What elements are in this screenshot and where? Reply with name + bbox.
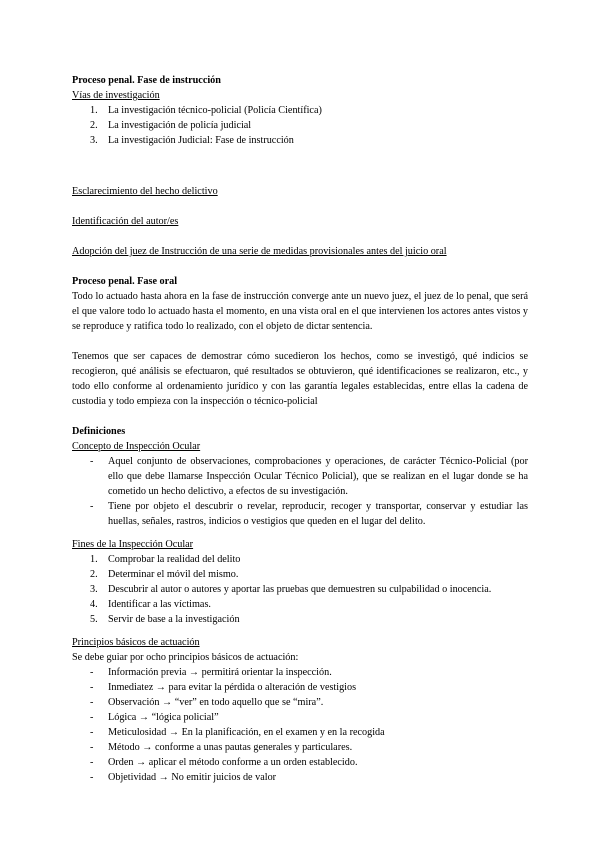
list-item: 1. La investigación técnico-policial (Policía Científica): [90, 105, 322, 116]
list-item: - Lógica → “lógica policial”: [90, 712, 219, 723]
list-item: - Inmediatez → para evitar la pérdida o alteración de vestigios: [90, 682, 357, 693]
section-title-definiciones: Definiciones: [72, 426, 126, 437]
list-item: 3. La investigación Judicial: Fase de instrucción: [90, 135, 294, 146]
list-item: - Observación → “ver” en todo aquello que se “mira”.: [90, 697, 324, 708]
principios-intro: Se debe guiar por ocho principios básicos de actuación:: [72, 652, 299, 663]
principios-list: [72, 665, 528, 785]
list-item: - Información previa → permitirá orientar la inspección.: [90, 667, 332, 678]
paragraph-fase-oral-2: Tenemos que ser capaces de demostrar cómo sucedieron los hechos, como se investigó, qué indicios se recogieron, qué análisis se efectuaron, qué resultados se obtuvieron, qué identificaciones se realizaron, etc., y todo ello conforme al ordenamiento jurídico y con las garantía legales establecidas, entre ellas la cadena de custodia y todo empieza con la inspección o técnico-policial: [72, 351, 528, 407]
list-item: 2. Determinar el móvil del mismo.: [90, 569, 239, 580]
subtitle-principios: Principios básicos de actuación: [72, 637, 200, 648]
list-item: 3. Descubrir al autor o autores y aportar las pruebas que demuestren su culpabilidad o inocencia.: [90, 584, 492, 595]
vias-list: [72, 103, 528, 148]
list-item: - Meticulosidad → En la planificación, en el examen y en la recogida: [90, 727, 385, 738]
heading-identificacion: Identificación del autor/es: [72, 216, 179, 227]
list-item: - Orden → aplicar el método conforme a un orden establecido.: [90, 757, 358, 768]
list-item: - Objetividad → No emitir juicios de valor: [90, 772, 277, 783]
subtitle-concepto-inspeccion: Concepto de Inspección Ocular: [72, 441, 201, 452]
fines-list: [72, 552, 528, 627]
subtitle-fines-inspeccion: Fines de la Inspección Ocular: [72, 539, 194, 550]
list-item: 1. Comprobar la realidad del delito: [90, 554, 241, 565]
subtitle-vias-investigacion: Vías de investigación: [72, 90, 160, 101]
heading-esclarecimiento: Esclarecimiento del hecho delictivo: [72, 186, 218, 197]
list-item: - Tiene por objeto el descubrir o revelar, reproducir, recoger y transportar, conservar y estudiar las huellas, señales, rastros, indicios o vestigios que queden en el lugar del delito.: [90, 501, 528, 527]
concepto-list: [72, 454, 528, 529]
section-title-fase-oral: Proceso penal. Fase oral: [72, 276, 178, 287]
list-item: 5. Servir de base a la investigación: [90, 614, 240, 625]
section-title-fase-instruccion: Proceso penal. Fase de instrucción: [72, 75, 221, 86]
list-item: 4. Identificar a las víctimas.: [90, 599, 211, 610]
list-item: 2. La investigación de policía judicial: [90, 120, 252, 131]
list-item: - Aquel conjunto de observaciones, comprobaciones y operaciones, de carácter Técnico-Policial (por ello que debe llamarse Inspección Ocular Técnico Policial), que se realizan en el lugar donde se ha cometido un hecho delictivo, a efectos de su investigación.: [90, 456, 528, 497]
list-item: - Método → conforme a unas pautas generales y particulares.: [90, 742, 353, 753]
heading-adopcion: Adopción del juez de Instrucción de una serie de medidas provisionales antes del juicio oral: [72, 246, 447, 257]
paragraph-fase-oral-1: Todo lo actuado hasta ahora en la fase de instrucción converge ante un nuevo juez, el juez de lo penal, que será el que valore todo lo actuado hasta el momento, en una vista oral en el que intervienen los actores antes vistos y se reproduce y ratifica todo lo realizado, con el objeto de dictar sentencia.: [72, 291, 528, 332]
